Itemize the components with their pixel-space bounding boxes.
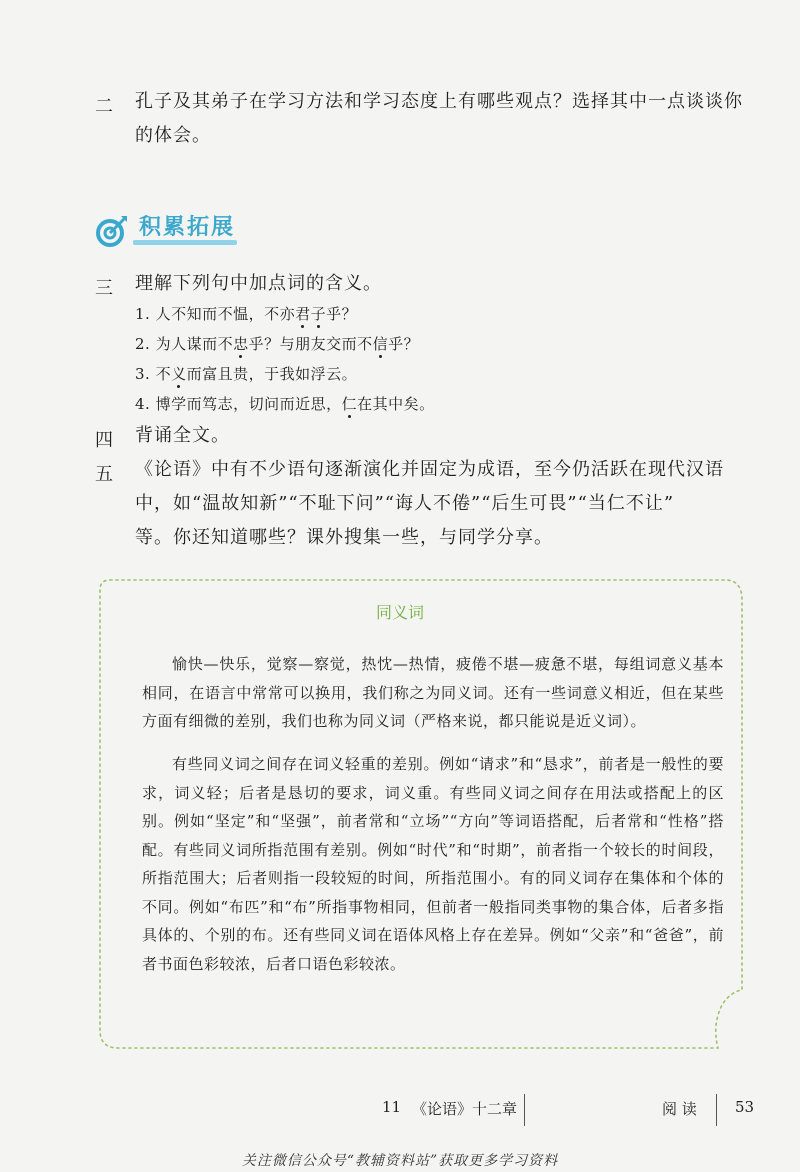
dotted-word: 忠	[233, 335, 249, 353]
question-text-line: 的体会。	[135, 125, 211, 146]
chapter-number: 11	[382, 1098, 402, 1116]
question-text-line: 《论语》中有不少语句逐渐演化并固定为成语，至今仍活跃在现代汉语	[135, 459, 724, 480]
dotted-word: 义	[171, 365, 187, 383]
dotted-word: 信	[372, 335, 389, 353]
box-paragraph: 愉快—快乐，觉察—察觉，热忱—热情，疲倦不堪—疲惫不堪，每组词意义基本相同，在语言中常常可以换用，我们称之为同义词。还有一些词意义相近，但在某些方面有细微的差别，我们也称为同义词（严格来说，都只能说是近义词）。	[142, 655, 724, 730]
question-number: 二	[95, 96, 113, 117]
section-label: 阅 读	[662, 1100, 697, 1118]
chapter-title: 《论语》十二章	[412, 1100, 518, 1118]
question-text-line: 中，如“温故知新”“不耻下问”“诲人不倦”“后生可畏”“当仁不让”	[135, 493, 675, 514]
dotted-word: 仁	[341, 395, 358, 413]
question-number: 五	[95, 464, 113, 485]
box-paragraph: 有些同义词之间存在词义轻重的差别。例如“请求”和“恳求”，前者是一般性的要求，词义轻；后者是恳切的要求，词义重。有些同义词之间存在用法或搭配上的区别。例如“坚定”和“坚强”，前者常和“立场”“方向”等词语搭配，后者常和“性格”搭配。有些同义词所指范围有差别。例如“时代”和“时期”，前者指一个较长的时间段，所指范围大；后者则指一段较短的时间，所指范围小。有的同义词存在集体和个体的不同。例如“布匹”和“布”所指事物相同，但前者一般指同类事物的集合体，后者多指具体的、个别的布。还有些同义词在语体风格上存在差异。例如“父亲”和“爸爸”，前者书面色彩较浓，后者口语色彩较浓。	[142, 755, 724, 973]
list-item: 2. 为人谋而不忠乎？与朋友交而不信乎？	[135, 335, 420, 353]
question-text: 理解下列句中加点词的含义。	[135, 273, 382, 294]
list-item: 4. 博学而笃志，切问而近思，仁在其中矣。	[135, 395, 435, 413]
dotted-word: 君	[295, 305, 311, 323]
dotted-word: 子	[310, 305, 327, 323]
question-text-line: 等。你还知道哪些？课外搜集一些，与同学分享。	[135, 527, 553, 548]
question-number: 三	[95, 278, 113, 299]
footer-divider	[524, 1094, 525, 1126]
list-item: 3. 不义而富且贵，于我如浮云。	[135, 365, 358, 383]
list-item: 1. 人不知而不愠，不亦君子乎？	[135, 305, 358, 323]
question-number: 四	[95, 430, 113, 451]
page-number: 53	[735, 1098, 755, 1116]
question-text-line: 孔子及其弟子在学习方法和学习态度上有哪些观点？选择其中一点谈谈你	[135, 91, 743, 112]
question-text: 背诵全文。	[135, 425, 230, 446]
footer-divider	[716, 1094, 717, 1126]
box-title: 同义词	[375, 603, 424, 622]
section-title: 积累拓展	[139, 214, 236, 240]
watermark: 关注微信公众号“教辅资料站”获取更多学习资料	[241, 1153, 559, 1169]
